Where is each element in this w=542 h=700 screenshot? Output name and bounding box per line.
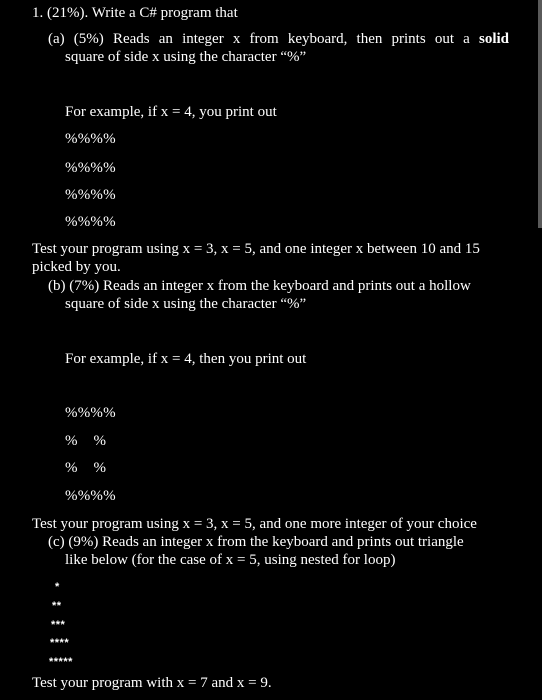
part-c-triangle-row: **** [50, 637, 70, 649]
part-b-line-2: square of side x using the character “%” [65, 296, 307, 312]
part-a-test-line-2: picked by you. [32, 259, 121, 275]
part-a-line-1 [48, 30, 509, 48]
part-b-line-1: (b) (7%) Reads an integer x from the keyboard and prints out a hollow [48, 278, 471, 294]
part-a-pattern-row: %%%% [65, 131, 116, 147]
part-c-line-1: (c) (9%) Reads an integer x from the keyboard and prints out triangle [48, 534, 464, 550]
part-b-pattern-row: % % [65, 433, 107, 449]
part-a-line-2: square of side x using the character “%” [65, 49, 307, 65]
part-c-triangle-row: * [55, 581, 60, 593]
part-c-triangle-row: ** [52, 600, 62, 612]
part-a-pattern-row: %%%% [65, 214, 116, 230]
part-c-triangle-row: ***** [49, 656, 73, 668]
part-a-test-line-1: Test your program using x = 3, x = 5, and one integer x between 10 and 15 [32, 241, 480, 257]
part-b-pattern-row: % % [65, 460, 107, 476]
part-a-line-1-bold: solid [478, 31, 509, 47]
part-c-triangle-row: *** [51, 619, 66, 631]
part-b-pattern-row: %%%% [65, 405, 116, 421]
part-a-pattern-row: %%%% [65, 160, 116, 176]
question-header: 1. (21%). Write a C# program that [32, 5, 238, 21]
part-b-example-intro: For example, if x = 4, then you print out [65, 351, 307, 367]
part-a-example-intro: For example, if x = 4, you print out [65, 104, 277, 120]
part-c-test-line: Test your program with x = 7 and x = 9. [32, 675, 272, 691]
part-b-test-line: Test your program using x = 3, x = 5, and one more integer of your choice [32, 516, 477, 532]
part-a-pattern-row: %%%% [65, 187, 116, 203]
scrollbar[interactable] [538, 0, 542, 228]
part-c-line-2: like below (for the case of x = 5, using nested for loop) [65, 552, 396, 568]
part-b-pattern-row: %%%% [65, 488, 116, 504]
part-a-line-1-text: (a) (5%) Reads an integer x from keyboard, then prints out a [48, 31, 470, 47]
